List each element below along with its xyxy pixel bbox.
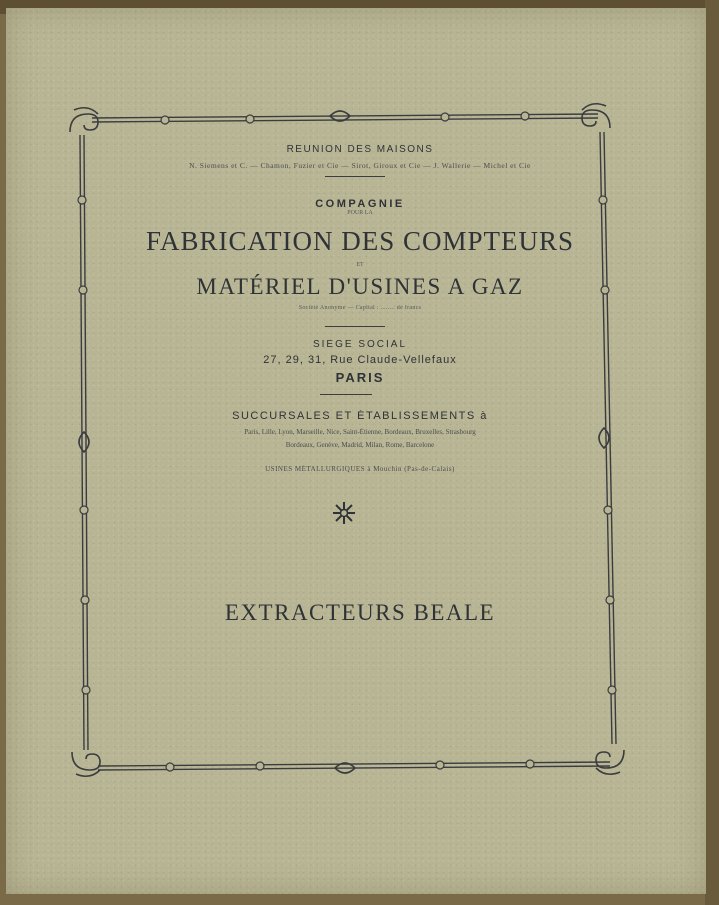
branches-heading: SUCCURSALES ET ÉTABLISSEMENTS à [232, 410, 488, 422]
divider [320, 394, 372, 395]
company-name-line2: MATÉRIEL D'USINES A GAZ [196, 274, 524, 299]
divider [325, 326, 385, 327]
compagnie-label: COMPAGNIE [315, 198, 405, 210]
pour-la-label: POUR LA [347, 210, 373, 216]
company-name-line1: FABRICATION DES COMPTEURS [145, 226, 575, 256]
siege-address: 27, 29, 31, Rue Claude-Vellefaux [263, 354, 457, 366]
metallurgical-works: USINES MÉTALLURGIQUES à Mouchin (Pas-de-Calais) [265, 465, 455, 473]
branches-cities-line1: Paris, Lille, Lyon, Marseille, Nice, Saint-Étienne, Bordeaux, Bruxelles, Strasbourg [244, 428, 476, 436]
partner-houses: N. Siemens et C. — Chamon, Fuzier et Cie — Sirot, Giroux et Cie — J. Wallerie — Michel et Cie [189, 161, 531, 170]
branches-cities-line2: Bordeaux, Genève, Madrid, Milan, Rome, Barcelone [285, 441, 435, 449]
document-title: EXTRACTEURS BEALE [224, 600, 496, 625]
star-ornament-icon [331, 500, 357, 526]
divider [325, 176, 385, 177]
et-label: ET [356, 262, 364, 268]
reunion-heading: REUNION DES MAISONS [286, 144, 434, 155]
company-legal-note: Société Anonyme — Capital : ........ de francs [298, 305, 422, 311]
siege-social-label: SIÈGE SOCIAL [312, 339, 408, 350]
siege-city: PARIS [335, 370, 385, 385]
